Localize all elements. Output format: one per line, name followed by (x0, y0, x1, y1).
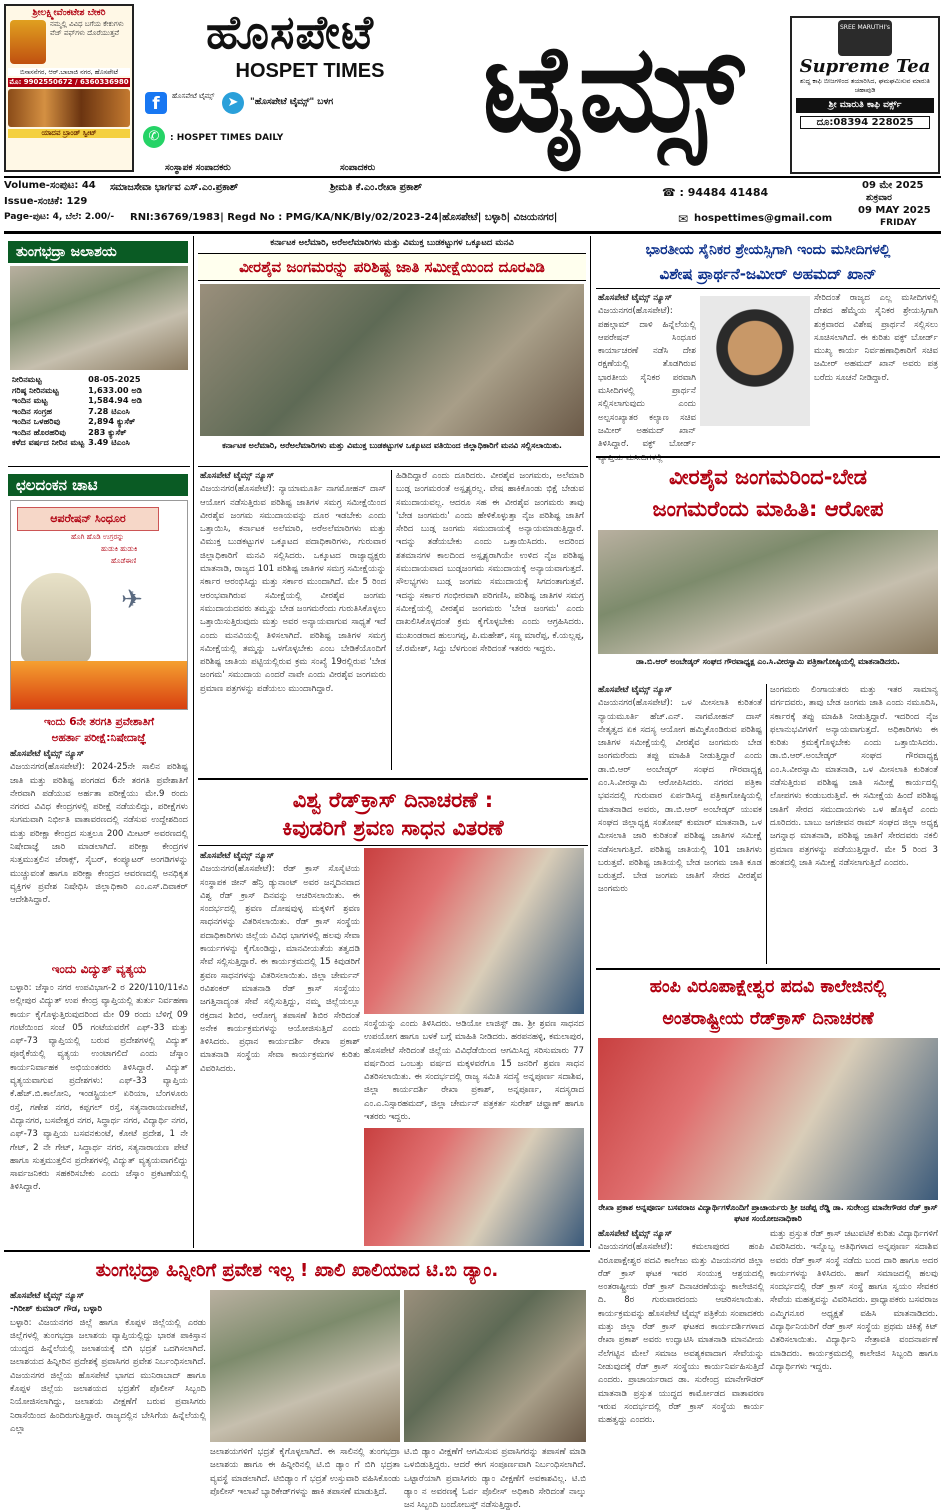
dam-stat-row: ಇಂದಿನ ಮಟ್ಟ 1,584.94 ಅಡಿ (12, 395, 142, 405)
center-lead: ಹೊಸಪೇಟೆ ಟೈಮ್ಸ್ ನ್ಯೂಸ್ (200, 471, 275, 481)
dam-stats (10, 374, 190, 448)
cartoon (10, 500, 188, 710)
date-kn: 09 ಮೇ 2025 (862, 180, 924, 191)
dam-stat-row: ಇಂದಿನ ಸಂಗ್ರಹ 7.28 ಟಿಎಂಸಿ (12, 405, 130, 416)
tea-brand-badge: SREE MARUTHI's (838, 20, 892, 56)
article2-head2: ಜಂಗಮರೆಂದು ಮಾಹಿತಿ: ಆರೋಪ (652, 497, 884, 521)
article2-lead: ಹೊಸಪೇಟೆ ಟೈಮ್ಸ್ ನ್ಯೂಸ್ (598, 685, 673, 695)
article1-head1: ಭಾರತೀಯ ಸೈನಿಕರ ಶ್ರೇಯಸ್ಸಿಗಾಗಿ ಇಂದು ಮಸೀದಿಗಳಲ್ಲಿ (645, 242, 891, 258)
article3-lead: ಹೊಸಪೇಟೆ ಟೈಮ್ಸ್ ನ್ಯೂಸ್ (598, 1229, 673, 1239)
registration-line: RNI:36769/1983| Regd No : PMG/KA/NK/Bly/02/2023-24|ಹೊಸಪೇಟೆ| ಬಳ್ಳಾರಿ| ವಿಜಯನಗರ| (130, 212, 558, 223)
redcross-photo-1 (364, 848, 584, 1014)
center-sub-rule (391, 470, 392, 770)
redcross-body-1 (200, 850, 360, 1248)
news2-body: ಬಳ್ಳಾರಿ: ಜೆಸ್ಕಾಂ ನಗರ ಉಪವಿಭಾಗ-2 ರ 220/110/11ಕೆವಿ ಅಲ್ಲೀಪುರ ವಿದ್ಯುತ್ ಉಪ ಕೇಂದ್ರ ವ್ಯಾಪ್ತಿಯಲ್ಲಿ ತುರ್ತು ನಿರ್ವಹಣಾ ಕಾರ್ಯ ಕೈಗೊಳ್ಳುತ್ತಿರುವುದರಿಂದ ಮೇ 09 ರಂದು ಬೆಳಿಗ್ಗೆ 09 ಗಂಟೆಯಿಂದ ಸಂಜೆ 05 ಗಂಟೆಯವರೆಗೆ ಎಫ್-33 ಮತ್ತು ಎಫ್-73 ವ್ಯಾಪ್ತಿಯಲ್ಲಿ ಬರುವ ಪ್ರದೇಶಗಳಲ್ಲಿ ವಿದ್ಯುತ್ ಪೂರೈಕೆಯಲ್ಲಿ ವ್ಯತ್ಯಯ ಉಂಟಾಗಲಿದೆ ಎಂದು ಜೆಸ್ಕಾಂ ಕಾರ್ಯನಿರ್ವಾಹಕ ಅಭಿಯಂತರರು ತಿಳಿಸಿದ್ದಾರೆ. ವಿದ್ಯುತ್ ವ್ಯತ್ಯಯವಾಗುವ ಪ್ರದೇಶಗಳು: ಎಫ್-33 ವ್ಯಾಪ್ತಿಯ ಕೆ.ಹೆಚ್.ಬಿ.ಕಾಲೋನಿ, ಇಂಡಸ್ಟ್ರಿಯಲ್ ಏರಿಯಾ, ಬೆಂಗಳೂರು ರಸ್ತೆ, ಗಣೇಶ ನಗರ, ಕಪ್ಪಗಲ್ ರಸ್ತೆ, ಸತ್ಯನಾರಾಯಣಪೇಟೆ, ವಿದ್ಯಾನಗರ, ಬಸವೇಶ್ವರ ನಗರ, ಸಿದ್ಧಾರ್ಥ ನಗರ, ವಿದ್ಯಾರ್ಥಿ ನಗರ, ಎಫ್-73 ವ್ಯಾಪ್ತಿಯ ಬಸವನಕುಂಟೆ, ಕೋಟೆ ಪ್ರದೇಶ, 1 ನೇ ಗೇಟ್, 2 ನೇ ಗೇಟ್, ಸಿದ್ಧಾರ್ಥ ನಗರ, ಸತ್ಯನಾರಾಯಣ ಪೇಟೆ ಹಾಗೂ ಸುತ್ತಮುತ್ತಲಿನ ಪ್ರದೇಶಗಳಲ್ಲಿ ವಿದ್ಯುತ್ ವ್ಯತ್ಯಯವಾಗಲಿದ್ದು ಸಾರ್ವಜನಿಕರು ಸಹಕರಿಸಬೇಕು ಎಂದು ಜೆಸ್ಕಾಂ ಪ್ರಕಟಣೆಯಲ್ಲಿ ತಿಳಿಸಿದ್ದಾರೆ. (10, 983, 188, 1193)
news1-head1: ಇಂದು 6ನೇ ತರಗತಿ ಪ್ರವೇಶಾತಿಗೆ (43, 716, 155, 728)
dam-stat-row: ಇಂದಿನ ಒಳಹರಿವು 2,894 ಕ್ಯುಸೆಕ್ (12, 416, 136, 426)
jet-icon: ✈ (121, 585, 143, 615)
whatsapp-label: : HOSPET TIMES DAILY (170, 133, 284, 143)
center-rule-1 (198, 466, 588, 467)
center-body-2: ಹಿಡಿದಿದ್ದಾರೆ ಎಂದು ದೂರಿದರು. ವೀರಶೈವ ಜಂಗಮರು, ಅಲೆಮಾರಿ ಬುಡ್ಗ ಜಂಗಮರಂತೆ ಅಸ್ಪೃಶ್ಯರಲ್ಲ. ವೇಷ ಹಾಕಿಕೊಂಡು ಭಿಕ್ಷೆ ಬೇಡುವ ಸಮುದಾಯವಲ್ಲ. ಆದರೂ ಸಹ ಈ ವೀರಶೈವ ಜಂಗಮರು ತಾವು 'ಬೇಡ ಜಂಗಮರು' ಎಂದು ಹೇಳಿಕೊಳ್ಳುತ್ತಾ ನೈಜ ಪರಿಶಿಷ್ಟ ಜಾತಿಗೆ ಸೇರಿದ ಬುಡ್ಗ ಜಂಗಮ ಸಮುದಾಯಕ್ಕೆ ಅನ್ಯಾಯಮಾಡುತ್ತಿದ್ದಾರೆ. ಇದನ್ನು ತಡೆಯಬೇಕು ಎಂದು ಒತ್ತಾಯಿಸಿದರು. ಅದರಿಂದ ಶತಮಾನಗಳ ಕಾಲದಿಂದ ಅಸ್ಪೃಶ್ಯರಾಗಿಯೇ ಉಳಿದ ನೈಜ ಪರಿಶಿಷ್ಟ ಸಮುದಾಯವಾದ ಬುಡ್ಗಜಂಗಮ ಸಮುದಾಯಕ್ಕೆ ಅನ್ಯಾಯವಾಗುತ್ತದೆ. ಸೌಲಭ್ಯಗಳು ಬುಡ್ಗ ಜಂಗಮ ಸಮುದಾಯಕ್ಕೆ ಸಿಗದಂತಾಗುತ್ತವೆ. ಇದನ್ನು ಸರ್ಕಾರ ಗಂಭೀರವಾಗಿ ಪರಿಗಣಿಸಿ, ಪರಿಶಿಷ್ಟ ಜಾತಿಗಳ ಸಮಗ್ರ ಸಮೀಕ್ಷೆಯಲ್ಲಿ ವೀರಶೈವ ಜಂಗಮರು 'ಬೇಡ ಜಂಗಮ' ಎಂದು ದಾಖಲಿಸಿಕೊಳ್ಳದಂತೆ ಕ್ರಮ ಕೈಗೊಳ್ಳಬೇಕು ಎಂದು ಆಗ್ರಹಿಸಿದರು. ಮುಖಂಡರಾದ ಹುಲುಗಪ್ಪ, ಪಿ.ಮಹೇಶ್, ಸಣ್ಣ ಮಾರೆಪ್ಪ, ಕೆ.ಯಲ್ಲಪ್ಪ, ಜೆ.ರಮೇಶ್, ಸಿದ್ದು ಬೆಳಗುಂಪ ಸೇರಿದಂತೆ ಇತರರು ಇದ್ದರು. (396, 471, 584, 654)
right-sub-rule (766, 684, 767, 964)
bottom-body-2: ಜಲಾಶಯಗಳಿಗೆ ಭದ್ರತೆ ಕೈಗೊಳ್ಳಲಾಗಿದೆ. ಈ ಸಾಲಿನಲ್ಲಿ ತುಂಗಭದ್ರಾ ಜಲಾಶಯ ಹಾಗೂ ಈ ಹಿನ್ನೀರಿನಲ್ಲಿ ಟಿ.ಬಿ ಡ್ಯಾಂ ಗೆ ಬಿಗಿ ಭದ್ರತಾ ವ್ಯವಸ್ಥೆ ಮಾಡಲಾಗಿದೆ. ಟಿಬಿಡ್ಯಾಂ ಗೆ ಭದ್ರತೆ ಉಸ್ತುವಾರಿ ವಹಿಸಿಕೊಂಡು ಪೊಲೀಸ್ ಇಲಾಖೆ ಬ್ಯಾರಿಕೇಡ್‌ಗಳನ್ನು ಹಾಕಿ ತಪಾಸಣೆ ಮಾಡುತ್ತಿದೆ. (210, 1447, 400, 1497)
cartoon-sub: ಹೊಗಿ ಹೊಡಿ ಉಗ್ರರನ್ನು (71, 533, 125, 541)
issue: Issue-ಸಂಚಿಕೆ: 129 (4, 196, 88, 207)
dam-stat-row: ನೀರಿನಮಟ್ಟ 08-05-2025 (12, 374, 141, 384)
telegram-label: "ಹೊಸಪೇಟೆ ಟೈಮ್ಸ್" ಬಳಗ (250, 97, 334, 107)
bottom-text-1: ಬಳ್ಳಾರಿ: ವಿಜಯನಗರ ಜಿಲ್ಲೆ ಹಾಗೂ ಕೊಪ್ಪಳ ಜಿಲ್ಲೆಯಲ್ಲಿ ಎರಡು ಜಿಲ್ಲೆಗಳಲ್ಲಿ ತುಂಗಭದ್ರಾ ಜಲಾಶಯ ವ್ಯಾಪ್ತಿಯಲ್ಲಿದ್ದು ಭಾರತ ಪಾಕಿಸ್ತಾನ ಯುದ್ಧದ ಹಿನ್ನೆಲೆಯಲ್ಲಿ ಜಲಾಶಯಕ್ಕೆ ಬಿಗಿ ಭದ್ರತೆ ಒದಗಿಸಲಾಗಿದೆ. ಜಲಾಶಯದ ಹಿನ್ನೀರಿನ ಪ್ರದೇಶಕ್ಕೆ ಪ್ರವಾಸಿಗರ ಪ್ರವೇಶ ನಿರ್ಬಂಧಿಸಲಾಗಿದೆ. ವಿಜಯನಗರ ಜಿಲ್ಲೆಯ ಹೊಸಪೇಟೆ ಭಾಗದ ಮುನಿರಾಬಾದ್ ಹಾಗೂ ಕೊಪ್ಪಳ ಜಿಲ್ಲೆಯ ಜಲಾಶಯದ ಭದ್ರತೆಗೆ ಪೊಲೀಸ್ ಸಿಬ್ಬಂದಿ ನಿಯೋಜಿಸಲಾಗಿದ್ದು, ಜಲಾಶಯ ವೀಕ್ಷಣೆಗೆ ಬರುವ ಪ್ರವಾಸಿಗರು ನಿರಾಸೆಯಿಂದ ಹಿಂದಿರುಗುತ್ತಿದ್ದಾರೆ. ರಾಜ್ಯದಲ್ಲಿನ ಬೇಸಿಗೆಯ ಹಿನ್ನೆಲೆಯಲ್ಲಿ ಎಲ್ಲಾ (10, 1317, 206, 1434)
article2-body-2: ಜಂಗಮರು ಲಿಂಗಾಯತರು ಮತ್ತು ಇತರ ಸಾಮಾನ್ಯ ವರ್ಗದವರು, ತಾವು ಬೇಡ ಜಂಗಮ ಜಾತಿ ಎಂದು ನಮೂದಿಸಿ, ಸರ್ಕಾರಕ್ಕೆ ತಪ್ಪು ಮಾಹಿತಿ ನೀಡುತ್ತಿದ್ದಾರೆ. ಇದರಿಂದ ನೈಜ ಫಲಾನುಭವಿಗಳಿಗೆ ಅನ್ಯಾಯವಾಗುತ್ತದೆ. ಅಧಿಕಾರಿಗಳು ಈ ಕುರಿತು ಕ್ರಮಕೈಗೊಳ್ಳಬೇಕು ಎಂದು ಒತ್ತಾಯಿಸಿದರು. ಡಾ.ಬಿ.ಆರ್.ಅಂಬೇಡ್ಕರ್ ಸಂಘದ ಗೌರವಾಧ್ಯಕ್ಷ ಎಂ.ಸಿ.ವೀರಸ್ವಾಮಿ ಮಾತನಾಡಿ, ಒಳ ಮೀಸಲಾತಿ ಕುರಿತಂತೆ ನಡೆಸುತ್ತಿರುವ ಪರಿಶಿಷ್ಟ ಜಾತಿ ಸಮೀಕ್ಷೆ ಕಾರ್ಯದಲ್ಲಿ ಲೋಪಗಳು ಕಂಡುಬರುತ್ತಿವೆ. ಈ ಸಮೀಕ್ಷೆಯ ಹಿಂದೆ ಪರಿಶಿಷ್ಟ ಜಾತಿಗೆ ಸೇರದ ಸಮುದಾಯಗಳು ಒಳ ಹೊಕ್ಕಿವೆ ಎಂದು ದೂರಿದರು. ಬಾಬು ಜಗಜೀವನ ರಾಮ್ ಸಂಘದ ಜಿಲ್ಲಾ ಅಧ್ಯಕ್ಷ ಜಗನ್ನಾಥ ಮಾತನಾಡಿ, ಪರಿಶಿಷ್ಟ ಜಾತಿಗೆ ಸೇರದವರು ನಕಲಿ ಪ್ರಮಾಣ ಪತ್ರಗಳನ್ನು ಪಡೆಯುತ್ತಿದ್ದಾರೆ. ಮೇ 5 ರಿಂದ 3 ಹಂತದಲ್ಲಿ ಜಾತಿ ಸಮೀಕ್ಷೆ ನಡೆಸಲಾಗುತ್ತಿದೆ ಎಂದರು. (770, 685, 938, 868)
right-rule-1 (596, 288, 940, 289)
article2-body-1 (598, 684, 762, 966)
cartoon-box-title: ಛಲದಂಕನ ಚಾಟಿ (8, 474, 188, 496)
whatsapp-icon[interactable]: ✆ (143, 126, 165, 148)
pressmeet-caption: ಡಾ.ಬಿ.ಆರ್ ಅಂಬೇಡ್ಕರ್ ಸಂಘದ ಗೌರವಾಧ್ಯಕ್ಷ ಎಂ.ಸಿ.ವೀರಸ್ವಾಮಿ ಪತ್ರಿಕಾಗೋಷ್ಠಿಯಲ್ಲಿ ಮಾತನಾಡಿದರು. (636, 657, 900, 666)
article1-text-1: ವಿಜಯನಗರ(ಹೊಸಪೇಟೆ): ಪಹಲ್ಗಾಮ್ ದಾಳಿ ಹಿನ್ನೆಲೆಯಲ್ಲಿ ಆಪರೇಷನ್ ಸಿಂಧೂರ ಕಾರ್ಯಾಚರಣೆ ನಡೆಸಿ ದೇಶ ರಕ್ಷಣೆಯಲ್ಲಿ ತೊಡಗಿರುವ ಭಾರತೀಯ ಸೈನಿಕರ ಪರವಾಗಿ ಮಸೀದಿಗಳಲ್ಲಿ ಪ್ರಾರ್ಥನೆ ಸಲ್ಲಿಸಲಾಗುವುದು ಎಂದು ಅಲ್ಪಸಂಖ್ಯಾತರ ಕಲ್ಯಾಣ ಸಚಿವ ಜಮೀರ್ ಅಹಮದ್ ಖಾನ್ ತಿಳಿಸಿದ್ದಾರೆ. ವಕ್ಫ್ ಬೋರ್ಡ್ (598, 306, 696, 450)
right-rule-3 (596, 968, 940, 970)
editor-label: ಸಂಪಾದಕರು (340, 163, 376, 173)
article2-head1: ವೀರಶೈವ ಜಂಗಮರಿಂದ-ಬೇಡ (668, 465, 868, 489)
article3-body-1 (598, 1228, 764, 1500)
center-body-1 (200, 470, 386, 774)
pages: Page-ಪುಟ: 4, ಬೆಲೆ: 2.00/- (4, 212, 115, 222)
dam-photo (10, 266, 188, 370)
tea-desc: ಶುದ್ಧ ಕಾಫಿ ಬೀಜಗಳಿಂದ ತಯಾರಿಸಿದ, ಘಮಘಮಿಸುವ ಮಾರುತಿ ಚಹಾಪುಡಿ (800, 77, 930, 94)
center-head: ವೀರಶೈವ ಜಂಗಮರನ್ನು ಪರಿಶಿಷ್ಟ ಜಾತಿ ಸಮೀಕ್ಷೆಯಿಂದ ದೂರವಿಡಿ (198, 253, 586, 281)
left-ad-box (4, 4, 134, 172)
redcross-head2: ಕಿವುಡರಿಗೆ ಶ್ರವಣ ಸಾಧನ ವಿತರಣೆ (282, 816, 504, 840)
college-event-photo (598, 1038, 938, 1200)
founder-label: ಸಂಸ್ಥಾಪಕ ಸಂಪಾದಕರು (165, 163, 231, 173)
minister-portrait (700, 296, 810, 426)
redcross-lead: ಹೊಸಪೇಟೆ ಟೈಮ್ಸ್ ನ್ಯೂಸ್ (200, 851, 275, 861)
left-ad-title: ಶ್ರೀಲಕ್ಷ್ಮೀವೆಂಕಟೇಶ ಬೇಕರಿ (32, 8, 106, 18)
right-ad-box (790, 16, 940, 174)
redcross-text-1: ವಿಜಯನಗರ(ಹೊಸಪೇಟೆ): ರೆಡ್ ಕ್ರಾಸ್ ಸೊಸೈಟಿಯ ಸಂಸ್ಥಾಪಕ ಜೀನ್ ಹೆನ್ರಿ ಡ್ಯುನಾಂಟ್ ಅವರ ಜನ್ಮದಿನವಾದ ವಿಶ್ವ ರೆಡ್ ಕ್ರಾಸ್ ದಿನವನ್ನು ಆಚರಿಸಲಾಯಿತು. ಈ ಸಂದರ್ಭದಲ್ಲಿ ಶ್ರವಣ ದೋಷವುಳ್ಳ ಮಕ್ಕಳಿಗೆ ಶ್ರವಣ ಸಾಧನಗಳನ್ನು ವಿತರಿಸಲಾಯಿತು. ರೆಡ್ ಕ್ರಾಸ್ ಸಂಸ್ಥೆಯ ಪದಾಧಿಕಾರಿಗಳು ಜಿಲ್ಲೆಯ ವಿವಿಧ ಭಾಗಗಳಲ್ಲಿ ಹಲವು ಸೇವಾ ಕಾರ್ಯಗಳನ್ನು ಕೈಗೊಂಡಿದ್ದು, ಮಾನವೀಯತೆಯ ತತ್ವದಡಿ ಸೇವೆ ಸಲ್ಲಿಸುತ್ತಿದ್ದಾರೆ. ಈ ಕಾರ್ಯಕ್ರಮದಲ್ಲಿ 15 ಕಿವುಡರಿಗೆ ಶ್ರವಣ ಸಾಧನಗಳನ್ನು ವಿತರಿಸಲಾಯಿತು. ಜಿಲ್ಲಾ ಚೇರ್ಮನ್ ರವಿಶಂಕರ್ ಮಾತನಾಡಿ ರೆಡ್ ಕ್ರಾಸ್ ಸಂಸ್ಥೆಯು ಜಗತ್ತಿನಾದ್ಯಂತ ಸೇವೆ ಸಲ್ಲಿಸುತ್ತಿದ್ದು, ನಮ್ಮ ಜಿಲ್ಲೆಯಲ್ಲೂ ರಕ್ತದಾನ ಶಿಬಿರ, ಆರೋಗ್ಯ ತಪಾಸಣೆ ಶಿಬಿರ ಸೇರಿದಂತೆ ಅನೇಕ ಕಾರ್ಯಕ್ರಮಗಳನ್ನು ಆಯೋಜಿಸುತ್ತಿದೆ ಎಂದು ತಿಳಿಸಿದರು. ಪ್ರಧಾನ ಕಾರ್ಯದರ್ಶಿ ರೇಖಾ ಪ್ರಕಾಶ್ ಮಾತನಾಡಿ ಸಂಸ್ಥೆಯ ಸೇವಾ ಕಾರ್ಯಕ್ರಮಗಳ ಕುರಿತು ವಿವರಿಸಿದರು. (200, 864, 360, 1074)
tea-shop: ಶ್ರೀ ಮಾರುತಿ ಕಾಫಿ ವರ್ಕ್ಸ್ (796, 98, 934, 113)
news1-body (10, 748, 188, 954)
deity-image (10, 20, 46, 64)
college-event-caption: ರೇಖಾ ಪ್ರಕಾಶ ಅನ್ನಪೂರ್ಣ ಬಸವರಾಜ ವಿದ್ಯಾರ್ಥಿಗಳೊಂದಿಗೆ ಪ್ರಾಚಾರ್ಯರು ಶ್ರೀ ಜಡೆಪ್ಪ ರೆಡ್ಡಿ ಡಾ. ಸುರೇಂದ್ರ ಮಾನೇಗೌಡರ ರೆಡ್ ಕ್ರಾಸ್ ಘಟಕ ಸಂಯೋಜನಾಧಿಕಾರಿ (598, 1203, 938, 1223)
cartoon-figure (21, 573, 91, 663)
news2-head: ಇಂದು ವಿದ್ಯುತ್ ವ್ಯತ್ಯಯ (51, 962, 147, 976)
masthead-rule-top (4, 176, 941, 178)
bottom-byline: -ಗಿರೀಶ್ ಕುಮಾರ್ ಗೌಡ, ಬಳ್ಳಾರಿ (10, 1304, 103, 1315)
pressmeet-photo (598, 530, 938, 654)
bottom-lead: ಹೊಸಪೇಟೆ ಟೈಮ್ಸ್ ನ್ಯೂಸ್ (10, 1291, 85, 1301)
news1-lead: ಹೊಸಪೇಟೆ ಟೈಮ್ಸ್ ನ್ಯೂಸ್ (10, 749, 85, 759)
founder-name: ಸಮಾಜಸೇವಾ ಭಾರ್ಗವ ಎಸ್.ಎಂ.ಪ್ರಕಾಶ್ (110, 182, 239, 193)
dam-stat-row: ಕಳೆದ ವರ್ಷದ ನೀರಿನ ಮಟ್ಟ 3.49 ಟಿಎಂಸಿ (12, 437, 130, 447)
memorandum-caption: ಕರ್ನಾಟಕ ಅಲೆಮಾರಿ, ಅರೆಅಲೆಮಾರಿಗಳು ಮತ್ತು ವಿಮುಕ್ತ ಬುಡಕಟ್ಟುಗಳ ಒಕ್ಕೂಟದ ವತಿಯಿಂದ ಜಿಲ್ಲಾಧಿಕಾರಿಗೆ ಮನವಿ ಸಲ್ಲಿಸಲಾಯಿತು. (222, 441, 562, 450)
redcross-photo-2 (364, 1128, 584, 1246)
email[interactable]: hospettimes@gmail.com (694, 213, 833, 224)
left-ad-footer: ಯಾದವ ಬ್ರಾಂಡ್ ಸ್ವೀಟ್ (8, 129, 130, 138)
center-kicker: ಕರ್ನಾಟಕ ಅಲೆಮಾರಿ, ಅರೆಅಲೆಮಾರಿಗಳು ಮತ್ತು ವಿಮುಕ್ತ ಬುಡಕಟ್ಟುಗಳ ಒಕ್ಕೂಟದ ಮನವಿ (270, 238, 514, 248)
facebook-label: ಹೊಸಪೇಟೆ ಟೈಮ್ಸ್ (172, 92, 215, 100)
masthead-title-kn: ಹೊಸಪೇಟೆ (205, 5, 375, 59)
cartoon-sub2: ಹುಡುಕಿ ಹುಡುಕಿ (101, 545, 138, 553)
sweets-image (8, 89, 130, 127)
left-ad-phone: ಮೊ: 9902550672 / 6360336980 (9, 78, 129, 86)
center-text-1: ವಿಜಯನಗರ(ಹೊಸಪೇಟೆ): ನ್ಯಾಯಾಮೂರ್ತಿ ನಾಗಮೋಹನ್ ದಾಸ್ ಆಯೋಗ ನಡೆಸುತ್ತಿರುವ ಪರಿಶಿಷ್ಟ ಜಾತಿಗಳ ಸಮಗ್ರ ಸಮೀಕ್ಷೆಯಿಂದ ವೀರಶೈವ ಜಂಗಮ ಸಮುದಾಯವನ್ನು ದೂರ ಇಡಬೇಕು ಎಂದು ಒತ್ತಾಯಿಸಿ, ಕರ್ನಾಟಕ ಅಲೆಮಾರಿ, ಅರೆಅಲೆಮಾರಿಗಳು ಮತ್ತು ವಿಮುಕ್ತ ಬುಡಕಟ್ಟುಗಳ ಒಕ್ಕೂಟದ ಪದಾಧಿಕಾರಿಗಳು, ಗುರುವಾರ ಜಿಲ್ಲಾಧಿಕಾರಿಗೆ ಮನವಿ ಸಲ್ಲಿಸಿದರು. ಒಕ್ಕೂಟದ ರಾಜ್ಯಾಧ್ಯಕ್ಷರು ಮಾತನಾಡಿ, ರಾಜ್ಯದ 101 ಪರಿಶಿಷ್ಟ ಜಾತಿಗಳ ಸಮಗ್ರ ಸಮೀಕ್ಷೆಯನ್ನು ಸರ್ಕಾರ ಆರಂಭಿಸಿದ್ದು ಮತ್ತು ಸರ್ಕಾರ ಮುಂದಾಗಿದೆ. ಮೇ 5 ರಿಂದ ಆರಂಭವಾಗಿರುವ ಸಮೀಕ್ಷೆಯಲ್ಲಿ ವೀರಶೈವ ಜಂಗಮ ಸಮುದಾಯದವರು ತಮ್ಮನ್ನು ಬೇಡ ಜಂಗಮರೆಂದು ಗುರುತಿಸಿಕೊಳ್ಳಲು ಒತ್ತಾಯಿಸುತ್ತಿರುವುದು ಮತ್ತು ಅವರ ಅನ್ಯಾಯವಾಗುವ ಸಾಧ್ಯತೆ ಇದೆ ಎಂದು ಮನವಿಯಲ್ಲಿ ತಿಳಿಸಲಾಗಿದೆ. ಪರಿಶಿಷ್ಟ ಜಾತಿಗಳ ಸಮಗ್ರ ಸಮೀಕ್ಷೆಯಲ್ಲಿ ತಮ್ಮನ್ನು ಒಳಗೊಳ್ಳಬೇಕು ಎಂಬ ಬೇಡಿಕೆಯೊಂದಿಗೆ ಪರಿಶಿಷ್ಟ ಜಾತಿಯ ಪಟ್ಟಿಯಲ್ಲಿರುವ ಕ್ರಮ ಸಂಖ್ಯೆ 19ರಲ್ಲಿರುವ 'ಬೇಡ ಜಂಗಮ' ಸಮುದಾಯ ಎಂದರೆ ನಾವೇ ಎಂದು ವೀರಶೈವ ಜಂಗಮರು ಪ್ರಮಾಣ ಪತ್ರಗಳನ್ನು ಪಡೆಯಲು ಮುಂದಾಗಿದ್ದಾರೆ. (200, 484, 386, 694)
telegram-icon[interactable]: ➤ (222, 92, 244, 114)
redcross-head1: ವಿಶ್ವ ರೆಡ್‌ಕ್ರಾಸ್ ದಿನಾಚರಣೆ : (292, 788, 494, 812)
news1-head2: ಅಹರ್ತಾ ಪರೀಕ್ಷೆ:ನಿಷೇದಾಜ್ಞೆ (51, 732, 147, 744)
article2-text-1: ವಿಜಯನಗರ(ಹೊಸಪೇಟೆ): ಒಳ ಮೀಸಲಾತಿ ಕುರಿತಂತೆ ನ್ಯಾಯಮೂರ್ತಿ ಹೆಚ್.ಎನ್. ನಾಗಮೋಹನ್ ದಾಸ್ ನೇತೃತ್ವದ ಏಕ ಸದಸ್ಯ ಆಯೋಗ ಹಮ್ಮಿಕೊಂಡಿರುವ ಪರಿಶಿಷ್ಟ ಜಾತಿಗಳ ಸಮೀಕ್ಷೆಯಲ್ಲಿ ವೀರಶೈವ ಜಂಗಮರು ಬೇಡ ಜಂಗಮರೆಂದು ತಪ್ಪು ಮಾಹಿತಿ ನೀಡುತ್ತಿದ್ದಾರೆ ಎಂದು ಡಾ.ಬಿ.ಆರ್ ಅಂಬೇಡ್ಕರ್ ಸಂಘದ ಗೌರವಾಧ್ಯಕ್ಷ ಎಂ.ಸಿ.ವೀರಸ್ವಾಮಿ ಆರೋಪಿಸಿದರು. ನಗರದ ಪತ್ರಿಕಾ ಭವನದಲ್ಲಿ ಗುರುವಾರ ಏರ್ಪಡಿಸಿದ್ದ ಪತ್ರಿಕಾಗೋಷ್ಠಿಯಲ್ಲಿ ಮಾತನಾಡಿದ ಅವರು, ಡಾ.ಬಿ.ಆರ್ ಅಂಬೇಡ್ಕರ್ ಯುವಕ ಸಂಘದ ಜಿಲ್ಲಾಧ್ಯಕ್ಷ ಸಂತೋಷ್ ಕುಮಾರ್ ಮಾತನಾಡಿ, ಒಳ ಮೀಸಲಾತಿ ಜಾರಿ ಕುರಿತಂತೆ ಪರಿಶಿಷ್ಟ ಜಾತಿಗಳ ಸಮೀಕ್ಷೆ ನಡೆಸಲಾಗುತ್ತಿದೆ. ಪರಿಶಿಷ್ಟ ಜಾತಿಯಲ್ಲಿ 101 ಜಾತಿಗಳು ಬರುತ್ತವೆ. ಪರಿಶಿಷ್ಟ ಜಾತಿಯಲ್ಲಿ ಬೇಡ ಜಂಗಮ ಜಾತಿ ಕೂಡ ಬರುತ್ತದೆ. ಬೇಡ ಜಂಗಮ ಜಾತಿಗೆ ಸೇರದ ವೀರಶೈವ ಜಂಗಮರು (598, 698, 762, 895)
volume: Volume-ಸಂಪುಟ: 44 (4, 180, 96, 191)
center-rule-2 (198, 778, 588, 780)
dam-stats-table (10, 374, 144, 448)
editor-name: ಶ್ರೀಮತಿ ಕೆ.ಎಂ.ರೇಖಾ ಪ್ರಕಾಶ್ (330, 182, 423, 193)
bottom-body-3: ಟಿ.ಬಿ ಡ್ಯಾಂ ವೀಕ್ಷಣೆಗೆ ಆಗಮಿಸುವ ಪ್ರವಾಸಿಗರನ್ನು ತಪಾಸಣೆ ಮಾಡಿ ಒಳಬಿಡುತ್ತಿದ್ದರು. ಆದರೆ ಈಗ ಸಂಪೂರ್ಣವಾಗಿ ನಿರ್ಬಂಧಿಸಲಾಗಿದೆ. ಒಟ್ಟಾರೆಯಾಗಿ ಪ್ರವಾಸಿಗರು ಡ್ಯಾಂ ವೀಕ್ಷಣೆಗೆ ಅವಕಾಶವಿಲ್ಲ. ಟಿ.ಬಿ ಡ್ಯಾಂ ನ ಅವರಣಕ್ಕೆ ಓರ್ವ ಪೊಲೀಸ್ ಅಧಿಕಾರಿ ಸೇರಿದಂತೆ ನಾಲ್ಕು ಜನ ಸಿಬ್ಬಂದಿ ಬಂದೋಬಸ್ತ್ ನಡೆಸುತ್ತಿದ್ದಾರೆ. (404, 1447, 586, 1511)
cartoon-sub3: ಹೊಡೆಈಣಿ (111, 557, 137, 565)
bottom-body-1 (10, 1290, 206, 1500)
masthead-title-en: HOSPET TIMES (235, 60, 385, 82)
center-rule-3 (198, 845, 588, 846)
tea-phone: ದೂ:08394 228025 (800, 116, 930, 129)
date-en: 09 MAY 2025 (858, 205, 931, 216)
left-ad-sub: ನಮ್ಮಲ್ಲಿ ವಿವಿಧ ಬಗೆಯ ಕೇಕುಗಳು ವೆಜ್ ಪಫ್‌ಗಳು ದೊರೆಯುತ್ತವೆ (50, 20, 124, 37)
day-en: FRIDAY (880, 218, 917, 228)
right-rule-2 (596, 456, 940, 458)
article3-body-2: ಮತ್ತು ಪ್ರಸ್ತುತ ರೆಡ್ ಕ್ರಾಸ್ ಚಟುವಟಿಕೆ ಕುರಿತು ವಿದ್ಯಾರ್ಥಿಗಳಿಗೆ ವಿವರಿಸಿದರು. ಇನ್ನೊಬ್ಬ ಅತಿಥಿಗಳಾದ ಅನ್ನಪೂರ್ಣ ಸದಾಶಿವ ಅವರು ರೆಡ್ ಕ್ರಾಸ್ ಸಂಸ್ಥೆ ನಡೆದು ಬಂದ ದಾರಿ ಹಾಗೂ ಅದರ ಕಾರ್ಯಗಳನ್ನು ತಿಳಿಸಿದರು. ಹಾಗೆ ಸಮಾಜದಲ್ಲಿ ಹಲವು ಸಂದರ್ಭದಲ್ಲಿ ರೆಡ್ ಕ್ರಾಸ್ ಸಂಸ್ಥೆ ಹಾಗೂ ಸ್ವಯಂ ಸೇವಕರ ಸೇವೆಯ ಮಹತ್ವವನ್ನು ವಿವರಿಸಿದರು. ಪ್ರಾಧ್ಯಾಪಕರು ಬಸವರಾಜ ಎಮ್ಮಿಗನೂರ ಅಧ್ಯಕ್ಷತೆ ವಹಿಸಿ ಮಾತನಾಡಿದರು. ವಿದ್ಯಾರ್ಥಿನಿಯರಿಗೆ ರೆಡ್ ಕ್ರಾಸ್ ಸಂಸ್ಥೆಯ ಪ್ರಥಮ ಚಿಕಿತ್ಸೆ ಕಿಟ್ ವಿತರಿಸಲಾಯಿತು. ವಿದ್ಯಾರ್ಥಿನಿ ನೇತ್ರಾವತಿ ವಂದನಾರ್ಪಣೆ ಮಾಡಿದರು. ಕಾರ್ಯಕ್ರಮದಲ್ಲಿ ಕಾಲೇಜಿನ ಸಿಬ್ಬಂದಿ ಹಾಗೂ ವಿದ್ಯಾರ್ಥಿಗಳು ಇದ್ದರು. (770, 1229, 938, 1372)
bottom-rule (4, 1250, 590, 1252)
memorandum-photo (200, 284, 584, 436)
article1-body-2: ಸೇರಿದಂತೆ ರಾಜ್ಯದ ಎಲ್ಲ ಮಸೀದಿಗಳಲ್ಲಿ ದೇಶದ ಹೆಮ್ಮೆಯ ಸೈನಿಕರ ಶ್ರೇಯಸ್ಸಿಗಾಗಿ ಶುಕ್ರವಾರದ ವಿಶೇಷ ಪ್ರಾರ್ಥನೆ ಸಲ್ಲಿಸಲು ಸೂಚಿಸಲಾಗಿದೆ. ಈ ಕುರಿತು ವಕ್ಫ್ ಬೋರ್ಡ್ ಮುಖ್ಯ ಕಾರ್ಯ ನಿರ್ವಹಣಾಧಿಕಾರಿಗೆ ಸಚಿವ ಜಮೀರ್ ಅಹಮದ್ ಖಾನ್ ಅವರು ಪತ್ರ ಬರೆದು ಸೂಚನೆ ನೀಡಿದ್ದಾರೆ. (814, 293, 938, 383)
news1-text: ವಿಜಯನಗರ(ಹೊಸಪೇಟೆ): 2024-25ನೇ ಸಾಲಿನ ಪರಿಶಿಷ್ಟ ಜಾತಿ ಮತ್ತು ಪರಿಶಿಷ್ಟ ಪಂಗಡದ 6ನೇ ತರಗತಿ ಪ್ರವೇಶಾತಿಗೆ ನೇರವಾಗಿ ಪಡೆಯುವ ಅರ್ಹತಾ ಪರೀಕ್ಷೆಯು ಮೇ.9 ರಂದು ನಗರದ ವಿವಿಧ ಕೇಂದ್ರಗಳಲ್ಲಿ ಪರೀಕ್ಷೆ ನಡೆಯಲಿದ್ದು, ಪರೀಕ್ಷೆಗಳು ಸುಗಮವಾಗಿ ನಿರ್ಭೀತಿ ವಾತಾವರಣದಲ್ಲಿ ನಡೆಸುವ ಉದ್ದೇಶದಿಂದ ಮತ್ತು ಪರೀಕ್ಷಾ ಕೇಂದ್ರದ ಸುತ್ತಲೂ 200 ಮೀಟರ್ ಅವರಣದಲ್ಲಿ ನಿಷೇದಾಜ್ಞೆ ಜಾರಿ ಮಾಡಲಾಗಿದೆ. ಪರೀಕ್ಷಾ ಕೇಂದ್ರಗಳ ಸುತ್ತಮುತ್ತಲಿನ ಜೆರಾಕ್ಸ್, ಸೈಬರ್, ಕಂಪ್ಯೂಟರ್ ಅಂಗಡಿಗಳನ್ನು ಮುಚ್ಚುವಂತೆ ಹಾಗೂ ಪರೀಕ್ಷಾ ಕೇಂದ್ರದ ಆವರಣದಲ್ಲಿ ಅನಧಿಕೃತ ವ್ಯಕ್ತಿಗಳ ಪ್ರವೇಶ ನಿಷೇಧಿಸಿ ಜಿಲ್ಲಾಧಿಕಾರಿ ಎಂ.ಎಸ್.ದಿವಾಕರ್ ಆದೇಶಿಸಿದ್ದಾರೆ. (10, 762, 188, 906)
masthead-rule-bottom (4, 231, 941, 234)
column-rule-1 (193, 236, 194, 1248)
article3-head1: ಹಂಪಿ ವಿರೂಪಾಕ್ಷೇಶ್ವರ ಪದವಿ ಕಾಲೇಜಿನಲ್ಲಿ (649, 977, 887, 997)
article1-lead: ಹೊಸಪೇಟೆ ಟೈಮ್ಸ್ ನ್ಯೂಸ್ (598, 293, 673, 303)
article3-text-1: ವಿಜಯನಗರ(ಹೊಸಪೇಟೆ): ಕಮಲಾಪುರದ ಹಂಪಿ ವಿರೂಪಾಕ್ಷೇಶ್ವರ ಪದವಿ ಕಾಲೇಜು ಮತ್ತು ವಿಜಯನಗರ ಜಿಲ್ಲಾ ರೆಡ್ ಕ್ರಾಸ್ ಘಟಕ ಇವರ ಸಂಯುಕ್ತ ಆಶ್ರಯದಲ್ಲಿ ಅಂತರಾಷ್ಟ್ರೀಯ ರೆಡ್ ಕ್ರಾಸ್ ದಿನಾಚರಣೆಯನ್ನು ಕಾಲೇಜಿನಲ್ಲಿ ದಿ. 8ರ ಗುರುವಾರದಂದು ಆಚರಿಸಲಾಯಿತು. ಕಾರ್ಯಕ್ರಮವನ್ನು ಹೊಸಪೇಟೆ ಟೈಮ್ಸ್ ಪತ್ರಿಕೆಯ ಸಂಪಾದಕರು ಮತ್ತು ಜಿಲ್ಲಾ ರೆಡ್ ಕ್ರಾಸ್ ಘಟಕದ ಕಾರ್ಯದರ್ಶಿಗಳಾದ ರೇಖಾ ಪ್ರಕಾಶ್ ಅವರು ಉದ್ಘಾಟಿಸಿ ಮಾತನಾಡಿ ಮಾನವೀಯ ನೆಲೆಗಟ್ಟಿನ ಮೇಲೆ ಸಮಾಜ ಅವಶ್ಯಕವಾದಾಗ ಸೇವೆಯನ್ನು ನೀಡುವುದಕ್ಕೆ ರೆಡ್ ಕ್ರಾಸ್ ಸಂಸ್ಥೆಯು ಕಾರ್ಯನಿರ್ವಹಿಸುತ್ತಿದೆ ಎಂದರು. ಪ್ರಾಚಾರ್ಯರಾದ ಡಾ. ಸುರೇಂದ್ರ ಮಾನೇಗೌಡರ್ ಮಾತನಾಡಿ ಪ್ರಸ್ತುತ ಯುದ್ಧದ ಕಾರ್ಮೋಡದ ವಾತಾವರಣ ಇರುವ ಸಂದರ್ಭದಲ್ಲಿ ರೆಡ್ ಕ್ರಾಸ್ ಸಂಸ್ಥೆಯ ಕಾರ್ಯ ಮಹತ್ವದ್ದು ಎಂದರು. (598, 1242, 764, 1426)
dam-stat-row: ಇಂದಿನ ಹೊರಹರಿವು 283 ಕ್ಯುಸೆಕ್ (12, 426, 127, 437)
article1-body-1 (598, 292, 696, 452)
column-rule-2 (590, 236, 591, 1248)
dam-checkpost-photo (404, 1290, 586, 1442)
dam-car-photo (210, 1290, 400, 1442)
redcross-body-2: ಸಂಸ್ಥೆಯನ್ನು ಎಂದು ತಿಳಿಸಿದರು. ಆಡಿಯೋ ಲಾಜಿಸ್ಟ್ ಡಾ. ಶ್ರೀ ಶ್ರವಣ ಸಾಧನದ ಉಪಯೋಗ ಹಾಗೂ ಬಳಕೆ ಬಗ್ಗೆ ಮಾಹಿತಿ ನೀಡಿದರು. ಹರಪನಹಳ್ಳಿ, ಕಮಲಾಪುರ, ಹೊಸಪೇಟೆ ಸೇರಿದಂತೆ ಜಿಲ್ಲೆಯ ವಿವಿಧೆಡೆಯಿಂದ ಆಗಮಿಸಿದ್ದ ಸರಿಸುಮಾರು 77 ವರ್ಷದಿಂದ ಒಂಬತ್ತು ವರ್ಷದ ಮಕ್ಕಳವರೆಗೂ 15 ಜನರಿಗೆ ಶ್ರವಣ ಸಾಧನ ವಿತರಿಸಲಾಯಿತು. ಈ ಸಂದರ್ಭದಲ್ಲಿ ರಾಜ್ಯ ಸಮಿತಿ ಸದಸ್ಯೆ ಅನ್ನಪೂರ್ಣ ಸದಾಶಿವ, ಜಿಲ್ಲಾ ಕಾರ್ಯದರ್ಶಿ ರೇಖಾ ಪ್ರಕಾಶ್, ಅನ್ನಪೂರ್ಣ, ಸದಸ್ಯರಾದ ಎಂ.ಎ.ನಿಸ್ಸಾರಹಮದ್, ಜಿಲ್ಲಾ ಚೇರ್ಮನ್ ಪತ್ರಕರ್ತ ಸುರೇಶ್ ಚವ್ಹಾಣ್ ಹಾಗೂ ಇತರರು ಇದ್ದರು. (364, 1019, 584, 1123)
email-icon[interactable]: ✉ (678, 212, 689, 226)
facebook-icon[interactable]: f (145, 92, 167, 114)
phone: ☎ : 94484 41484 (662, 186, 769, 199)
fire-graphic (11, 661, 187, 709)
tea-title: Supreme Tea (799, 56, 931, 77)
dam-stat-row: ಗರಿಷ್ಠ ನೀರಿನಮಟ್ಟ 1,633.00 ಅಡಿ (12, 384, 142, 395)
article1-head2: ವಿಶೇಷ ಪ್ರಾರ್ಥನೆ-ಜಮೀರ್ ಅಹಮದ್ ಖಾನ್ (659, 265, 877, 283)
day-kn: ಶುಕ್ರವಾರ (866, 193, 892, 203)
dam-box-title: ತುಂಗಭದ್ರಾ ಜಲಾಶಯ (8, 241, 188, 263)
bottom-head: ತುಂಗಭದ್ರಾ ಹಿನ್ನೀರಿಗೆ ಪ್ರವೇಶ ಇಲ್ಲ ! ಖಾಲಿ ಖಾಲಿಯಾದ ಟಿ.ಬಿ ಡ್ಯಾಂ. (95, 1260, 499, 1281)
cartoon-label: ಆಪರೇಷನ್ ಸಿಂಧೂರ (17, 507, 159, 531)
masthead-title-big: ಟೈಮ್ಸ್ (482, 20, 744, 159)
left-ad-address: ಬಿಸಾಸನೆಗರ, ಆರ್.ಬಾಲಾಜಿ ನಗರ, ಹೊಸಪೇಟೆ (8, 68, 130, 76)
article3-head2: ಅಂತರಾಷ್ಟ್ರೀಯ ರೆಡ್‌ಕ್ರಾಸ್ ದಿನಾಚರಣೆ (662, 1009, 874, 1029)
left-rule-1 (8, 466, 190, 467)
